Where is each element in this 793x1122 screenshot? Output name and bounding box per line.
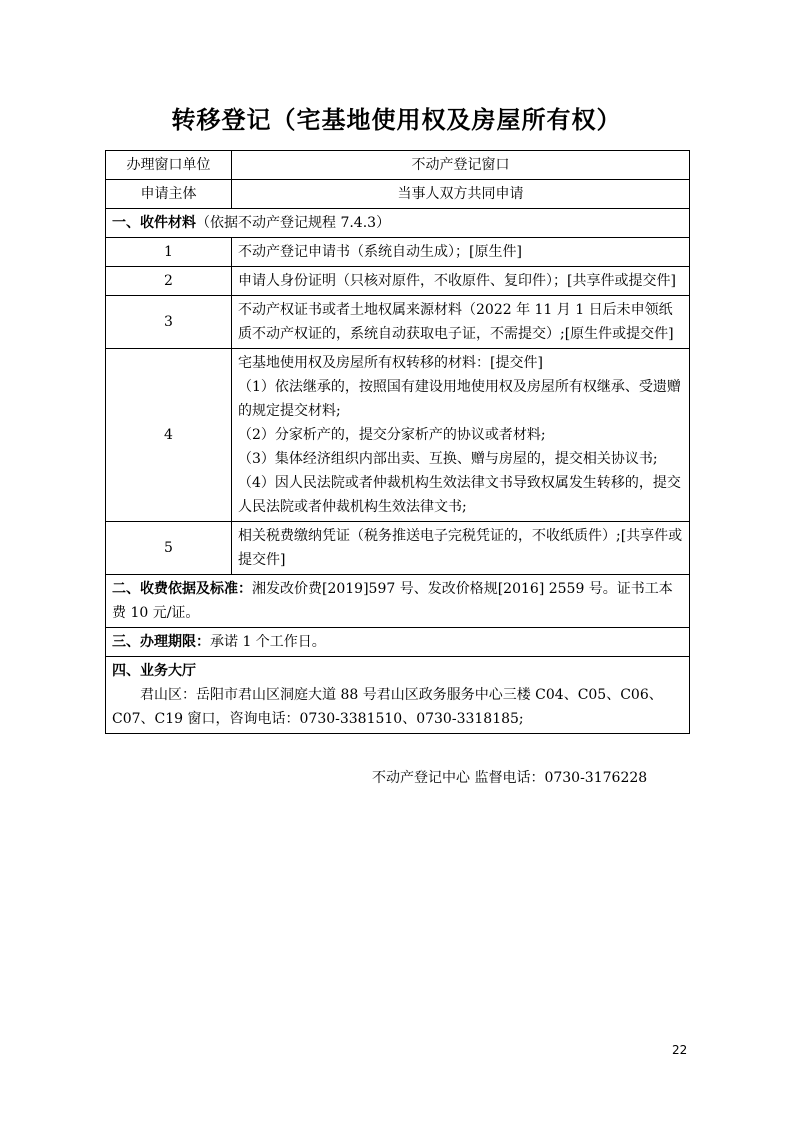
page-number: 22	[672, 1043, 688, 1057]
table-row	[106, 522, 690, 575]
table-row	[106, 151, 690, 180]
item-number: 3	[106, 296, 232, 349]
hall-cell	[106, 657, 690, 734]
deadline-heading: 三、办理期限：	[112, 634, 210, 650]
item-number: 1	[106, 238, 232, 267]
deadline-cell	[106, 628, 690, 657]
table-row	[106, 296, 690, 349]
materials-basis: （依据不动产登记规程 7.4.3）	[196, 215, 391, 231]
document-title: 转移登记（宅基地使用权及房屋所有权）	[171, 106, 622, 134]
item-text	[232, 267, 690, 296]
registration-table	[105, 150, 690, 734]
table-row	[106, 657, 690, 734]
table-row	[106, 575, 690, 628]
item-line: （4）因人民法院或者仲裁机构生效法律文书导致权属发生转移的，提交人民法院或者仲裁机构生效法律文书;	[238, 475, 681, 515]
table-row	[106, 180, 690, 209]
materials-heading-cell	[106, 209, 690, 238]
item-line: 申请人身份证明（只核对原件，不收原件、复印件）；[共享件或提交件]	[238, 273, 676, 289]
item-text	[232, 238, 690, 267]
hall-text: 君山区：岳阳市君山区洞庭大道 88 号君山区政务服务中心三楼 C04、C05、C06、C07、C19 窗口，咨询电话：0730-3381510、0730-3318185;	[112, 687, 663, 727]
footer-supervision: 不动产登记中心 监督电话：0730-3176228	[372, 770, 648, 786]
fees-heading: 二、收费依据及标准：	[112, 581, 252, 597]
window-label: 办理窗口单位	[106, 151, 232, 180]
hall-heading: 四、业务大厅	[112, 663, 196, 679]
applicant-value: 当事人双方共同申请	[232, 180, 690, 209]
table-row	[106, 238, 690, 267]
materials-heading: 一、收件材料	[112, 215, 196, 231]
item-number: 4	[106, 349, 232, 522]
item-text	[232, 522, 690, 575]
item-line: （3）集体经济组织内部出卖、互换、赠与房屋的，提交相关协议书;	[238, 451, 658, 467]
item-line: （2）分家析产的，提交分家析产的协议或者材料;	[238, 427, 546, 443]
item-line: 宅基地使用权及房屋所有权转移的材料：[提交件]	[238, 355, 543, 371]
table-row	[106, 267, 690, 296]
item-line: 不动产权证书或者土地权属来源材料（2022 年 11 月 1 日后未申领纸质不动产权证的，系统自动获取电子证，不需提交）;[原生件或提交件]	[238, 302, 674, 342]
table-row	[106, 349, 690, 522]
table-row	[106, 628, 690, 657]
item-text	[232, 296, 690, 349]
fees-cell	[106, 575, 690, 628]
fees-text: 湘发改价费[2019]597 号、发改价格规[2016] 2559 号。证书工本费 10 元/证。	[112, 581, 673, 621]
applicant-label: 申请主体	[106, 180, 232, 209]
item-number: 2	[106, 267, 232, 296]
deadline-text: 承诺 1 个工作日。	[210, 634, 326, 650]
item-line: 相关税费缴纳凭证（税务推送电子完税凭证的，不收纸质件）;[共享件或提交件]	[238, 528, 683, 568]
window-value: 不动产登记窗口	[232, 151, 690, 180]
item-line: 不动产登记申请书（系统自动生成）；[原生件]	[238, 244, 522, 260]
table-row	[106, 209, 690, 238]
item-line: （1）依法继承的，按照国有建设用地使用权及房屋所有权继承、受遗赠的规定提交材料;	[238, 379, 681, 419]
item-text	[232, 349, 690, 522]
item-number: 5	[106, 522, 232, 575]
